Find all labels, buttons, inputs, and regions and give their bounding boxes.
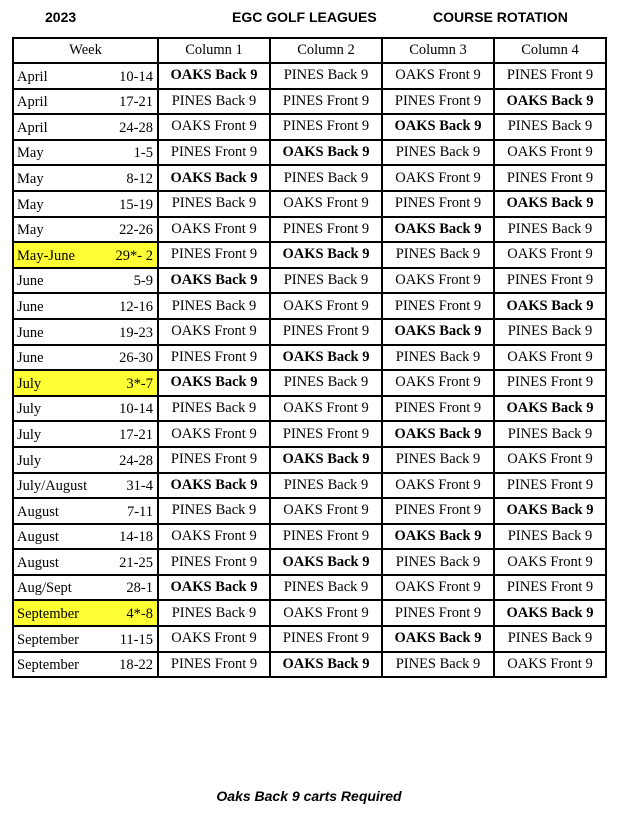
week-month: August	[17, 503, 59, 520]
table-row	[13, 293, 606, 319]
course-cell-col1: PINES Back 9	[158, 293, 270, 319]
course-cell-col4: PINES Back 9	[494, 319, 606, 345]
week-dates: 5-9	[133, 273, 153, 290]
week-month: September	[17, 657, 80, 674]
course-cell-col1: OAKS Back 9	[158, 473, 270, 499]
table-row	[13, 498, 606, 524]
week-dates: 31-4	[126, 478, 153, 495]
course-cell-col1: OAKS Front 9	[158, 217, 270, 243]
week-cell	[13, 191, 158, 217]
table-row	[13, 63, 606, 89]
course-cell-col2: PINES Front 9	[270, 524, 382, 550]
week-cell	[13, 242, 158, 268]
week-month: May	[17, 170, 44, 187]
course-cell-col2: OAKS Front 9	[270, 191, 382, 217]
course-cell-col2: PINES Front 9	[270, 421, 382, 447]
course-cell-col1: PINES Front 9	[158, 345, 270, 371]
course-cell-col4: PINES Front 9	[494, 575, 606, 601]
course-cell-col1: OAKS Front 9	[158, 114, 270, 140]
table-row	[13, 191, 606, 217]
course-cell-col4: PINES Front 9	[494, 370, 606, 396]
course-cell-col4: OAKS Front 9	[494, 140, 606, 166]
course-cell-col4: PINES Front 9	[494, 473, 606, 499]
column-header-1: Column 1	[158, 38, 270, 63]
week-dates: 17-21	[119, 426, 153, 443]
week-dates: 26-30	[119, 350, 153, 367]
course-cell-col1: PINES Back 9	[158, 191, 270, 217]
course-cell-col3: OAKS Back 9	[382, 319, 494, 345]
week-month: June	[17, 273, 44, 290]
table-row	[13, 89, 606, 115]
week-month: June	[17, 298, 44, 315]
week-dates: 21-25	[119, 554, 153, 571]
course-cell-col3: OAKS Back 9	[382, 421, 494, 447]
week-dates: 10-14	[119, 68, 153, 85]
course-cell-col1: OAKS Back 9	[158, 165, 270, 191]
course-cell-col4: PINES Back 9	[494, 114, 606, 140]
course-cell-col4: PINES Front 9	[494, 63, 606, 89]
table-row	[13, 473, 606, 499]
course-cell-col2: PINES Front 9	[270, 89, 382, 115]
course-cell-col3: PINES Front 9	[382, 191, 494, 217]
week-dates: 24-28	[119, 119, 153, 136]
week-dates: 3*-7	[126, 375, 153, 392]
week-cell	[13, 140, 158, 166]
course-cell-col4: PINES Front 9	[494, 165, 606, 191]
course-cell-col3: PINES Front 9	[382, 498, 494, 524]
week-cell	[13, 63, 158, 89]
course-cell-col2: OAKS Back 9	[270, 345, 382, 371]
course-cell-col1: PINES Back 9	[158, 600, 270, 626]
week-cell	[13, 652, 158, 678]
table-row	[13, 370, 606, 396]
week-dates: 29*- 2	[115, 247, 153, 264]
course-cell-col1: OAKS Back 9	[158, 575, 270, 601]
course-cell-col3: OAKS Back 9	[382, 217, 494, 243]
course-cell-col4: OAKS Front 9	[494, 345, 606, 371]
course-cell-col3: PINES Back 9	[382, 345, 494, 371]
course-cell-col1: OAKS Back 9	[158, 370, 270, 396]
course-cell-col1: PINES Back 9	[158, 89, 270, 115]
course-cell-col4: OAKS Back 9	[494, 191, 606, 217]
course-cell-col3: PINES Front 9	[382, 600, 494, 626]
table-row	[13, 421, 606, 447]
course-cell-col3: OAKS Front 9	[382, 473, 494, 499]
column-header-2: Column 2	[270, 38, 382, 63]
course-cell-col2: PINES Back 9	[270, 473, 382, 499]
week-dates: 17-21	[119, 94, 153, 111]
week-cell	[13, 524, 158, 550]
footer-note: Oaks Back 9 carts Required	[216, 788, 402, 804]
course-cell-col2: OAKS Back 9	[270, 242, 382, 268]
table-row	[13, 165, 606, 191]
course-cell-col4: OAKS Back 9	[494, 293, 606, 319]
course-cell-col1: OAKS Front 9	[158, 421, 270, 447]
course-cell-col4: OAKS Back 9	[494, 498, 606, 524]
course-cell-col3: PINES Front 9	[382, 89, 494, 115]
week-dates: 10-14	[119, 401, 153, 418]
course-cell-col2: PINES Back 9	[270, 165, 382, 191]
week-month: April	[17, 94, 48, 111]
course-cell-col3: OAKS Front 9	[382, 370, 494, 396]
course-cell-col4: OAKS Back 9	[494, 396, 606, 422]
column-header-week: Week	[13, 38, 158, 63]
week-cell	[13, 396, 158, 422]
course-cell-col2: OAKS Back 9	[270, 549, 382, 575]
week-cell	[13, 293, 158, 319]
course-cell-col1: PINES Front 9	[158, 140, 270, 166]
week-month: June	[17, 350, 44, 367]
table-row	[13, 447, 606, 473]
course-cell-col2: OAKS Back 9	[270, 140, 382, 166]
course-cell-col1: OAKS Front 9	[158, 626, 270, 652]
week-month: July/August	[17, 478, 88, 495]
week-cell	[13, 217, 158, 243]
course-cell-col3: OAKS Front 9	[382, 268, 494, 294]
week-dates: 15-19	[119, 196, 153, 213]
course-cell-col3: PINES Back 9	[382, 549, 494, 575]
week-month: May	[17, 145, 44, 162]
week-cell	[13, 421, 158, 447]
column-header-3: Column 3	[382, 38, 494, 63]
week-month: April	[17, 119, 48, 136]
course-cell-col2: PINES Back 9	[270, 575, 382, 601]
week-dates: 22-26	[119, 222, 153, 239]
course-cell-col2: OAKS Front 9	[270, 600, 382, 626]
course-cell-col4: OAKS Back 9	[494, 600, 606, 626]
week-cell	[13, 575, 158, 601]
week-cell	[13, 549, 158, 575]
course-cell-col3: PINES Back 9	[382, 140, 494, 166]
course-cell-col1: OAKS Front 9	[158, 524, 270, 550]
course-cell-col4: OAKS Front 9	[494, 652, 606, 678]
week-cell	[13, 319, 158, 345]
header-course-rotation: COURSE ROTATION	[433, 9, 568, 25]
course-cell-col1: OAKS Back 9	[158, 268, 270, 294]
course-cell-col3: OAKS Back 9	[382, 114, 494, 140]
week-month: September	[17, 631, 80, 648]
week-dates: 11-15	[119, 631, 153, 648]
week-cell	[13, 626, 158, 652]
course-cell-col2: PINES Back 9	[270, 370, 382, 396]
table-body	[13, 63, 606, 677]
week-month: June	[17, 324, 44, 341]
course-cell-col2: OAKS Front 9	[270, 498, 382, 524]
week-dates: 4*-8	[126, 606, 153, 623]
course-cell-col2: PINES Front 9	[270, 319, 382, 345]
table-header-row	[13, 38, 606, 63]
table-row	[13, 575, 606, 601]
course-cell-col2: OAKS Back 9	[270, 447, 382, 473]
course-cell-col1: OAKS Back 9	[158, 63, 270, 89]
course-cell-col4: PINES Back 9	[494, 626, 606, 652]
week-cell	[13, 345, 158, 371]
course-cell-col1: PINES Front 9	[158, 242, 270, 268]
week-cell	[13, 89, 158, 115]
week-dates: 28-1	[126, 580, 153, 597]
course-cell-col2: PINES Front 9	[270, 114, 382, 140]
week-cell	[13, 370, 158, 396]
table-row	[13, 396, 606, 422]
week-month: July	[17, 426, 42, 443]
course-cell-col3: OAKS Front 9	[382, 165, 494, 191]
week-month: July	[17, 375, 42, 392]
week-dates: 1-5	[133, 145, 153, 162]
course-cell-col3: OAKS Front 9	[382, 575, 494, 601]
course-cell-col4: OAKS Front 9	[494, 447, 606, 473]
table-row	[13, 524, 606, 550]
course-cell-col3: PINES Back 9	[382, 652, 494, 678]
table-row	[13, 626, 606, 652]
course-cell-col4: OAKS Back 9	[494, 89, 606, 115]
week-dates: 18-22	[119, 657, 153, 674]
table-row	[13, 114, 606, 140]
course-cell-col3: OAKS Front 9	[382, 63, 494, 89]
course-cell-col4: PINES Back 9	[494, 217, 606, 243]
table-row	[13, 319, 606, 345]
course-cell-col1: OAKS Front 9	[158, 319, 270, 345]
header-year: 2023	[45, 9, 77, 25]
header-league-title: EGC GOLF LEAGUES	[232, 9, 377, 25]
week-cell	[13, 600, 158, 626]
course-cell-col2: PINES Back 9	[270, 63, 382, 89]
week-month: July	[17, 452, 42, 469]
course-cell-col2: PINES Front 9	[270, 217, 382, 243]
course-cell-col4: PINES Front 9	[494, 268, 606, 294]
table-row	[13, 217, 606, 243]
week-month: July	[17, 401, 42, 418]
table-row	[13, 345, 606, 371]
week-cell	[13, 114, 158, 140]
week-month: August	[17, 554, 59, 571]
course-cell-col3: OAKS Back 9	[382, 524, 494, 550]
table-row	[13, 268, 606, 294]
week-dates: 8-12	[126, 170, 153, 187]
week-dates: 24-28	[119, 452, 153, 469]
table-row	[13, 600, 606, 626]
course-cell-col2: OAKS Front 9	[270, 293, 382, 319]
course-cell-col3: PINES Back 9	[382, 242, 494, 268]
course-cell-col1: PINES Back 9	[158, 498, 270, 524]
week-month: August	[17, 529, 59, 546]
table-row	[13, 549, 606, 575]
week-month: May-June	[17, 247, 75, 264]
course-cell-col4: OAKS Front 9	[494, 549, 606, 575]
week-month: May	[17, 222, 44, 239]
course-cell-col3: PINES Front 9	[382, 396, 494, 422]
week-dates: 7-11	[126, 503, 153, 520]
course-cell-col3: OAKS Back 9	[382, 626, 494, 652]
course-cell-col2: OAKS Front 9	[270, 396, 382, 422]
course-cell-col1: PINES Front 9	[158, 447, 270, 473]
week-cell	[13, 498, 158, 524]
week-cell	[13, 268, 158, 294]
course-cell-col1: PINES Front 9	[158, 549, 270, 575]
course-cell-col4: PINES Back 9	[494, 524, 606, 550]
course-cell-col3: PINES Front 9	[382, 293, 494, 319]
week-month: September	[17, 606, 80, 623]
week-cell	[13, 447, 158, 473]
week-dates: 19-23	[119, 324, 153, 341]
course-rotation-table	[12, 37, 607, 678]
course-cell-col2: PINES Front 9	[270, 626, 382, 652]
week-cell	[13, 165, 158, 191]
column-header-4: Column 4	[494, 38, 606, 63]
table-row	[13, 140, 606, 166]
course-cell-col3: PINES Back 9	[382, 447, 494, 473]
table-row	[13, 652, 606, 678]
course-cell-col4: PINES Back 9	[494, 421, 606, 447]
course-cell-col1: PINES Front 9	[158, 652, 270, 678]
table-row	[13, 242, 606, 268]
week-month: May	[17, 196, 44, 213]
week-dates: 12-16	[119, 298, 153, 315]
course-cell-col1: PINES Back 9	[158, 396, 270, 422]
week-dates: 14-18	[119, 529, 153, 546]
course-cell-col2: OAKS Back 9	[270, 652, 382, 678]
course-cell-col4: OAKS Front 9	[494, 242, 606, 268]
course-cell-col2: PINES Back 9	[270, 268, 382, 294]
week-month: Aug/Sept	[17, 580, 72, 597]
week-cell	[13, 473, 158, 499]
week-month: April	[17, 68, 48, 85]
